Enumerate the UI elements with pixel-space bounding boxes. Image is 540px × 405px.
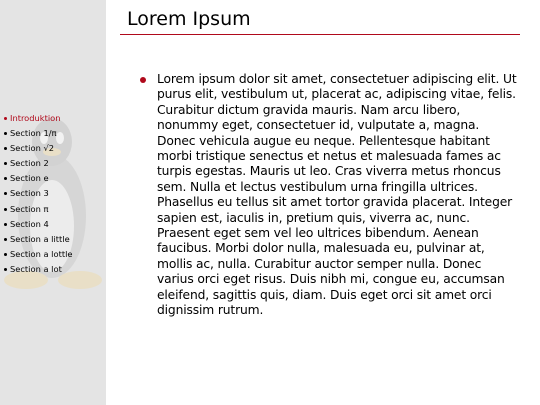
toc-item-section-pi[interactable]: Section π (4, 202, 72, 217)
slide-title: Lorem Ipsum (127, 8, 251, 30)
bullet-text: Lorem ipsum dolor sit amet, consectetuer adipiscing elit. Ut purus elit, vestibulum ut, placerat ac, adipiscing vitae, felis. Curabitur dictum gravida mauris. Nam arcu libero, nonummy eget, consectetuer id, vulputate a, magna. Donec vehicula augue eu neque. Pellentesque habitant morbi tristique senectus et netus et malesuada fames ac turpis egestas. Mauris ut leo. Cras viverra metus rhoncus sem. Nulla et lectus vestibulum urna fringilla ultrices. Phasellus eu tellus sit amet tortor gravida placerat. Integer sapien est, iaculis in, pretium quis, viverra ac, nunc. Praesent eget sem vel leo ultrices bibendum. Aenean faucibus. Morbi dolor nulla, malesuada eu, pulvinar at, mollis ac, nulla. Curabitur auctor semper nulla. Donec varius orci eget risus. Duis nibh mi, congue eu, accumsan eleifend, sagittis quis, diam. Duis eget orci sit amet orci dignissim rutrum. (157, 72, 517, 318)
toc-item-section-a-lottle[interactable]: Section a lottle (4, 247, 72, 262)
sidebar (0, 0, 106, 405)
toc-item-introduktion[interactable]: Introduktion (4, 111, 72, 126)
toc-item-section-a-lot[interactable]: Section a lot (4, 262, 72, 277)
bullet-icon (140, 77, 146, 83)
toc-item-section-sqrt-2[interactable]: Section √2 (4, 141, 72, 156)
toc-item-section-a-little[interactable]: Section a little (4, 232, 72, 247)
toc-item-section-e[interactable]: Section e (4, 171, 72, 186)
toc-item-section-3[interactable]: Section 3 (4, 186, 72, 201)
toc-item-section-2[interactable]: Section 2 (4, 156, 72, 171)
table-of-contents (4, 111, 72, 277)
slide-content (140, 72, 518, 319)
toc-item-section-1-over-pi[interactable]: Section 1/π (4, 126, 72, 141)
toc-item-section-4[interactable]: Section 4 (4, 217, 72, 232)
title-rule (120, 34, 520, 35)
